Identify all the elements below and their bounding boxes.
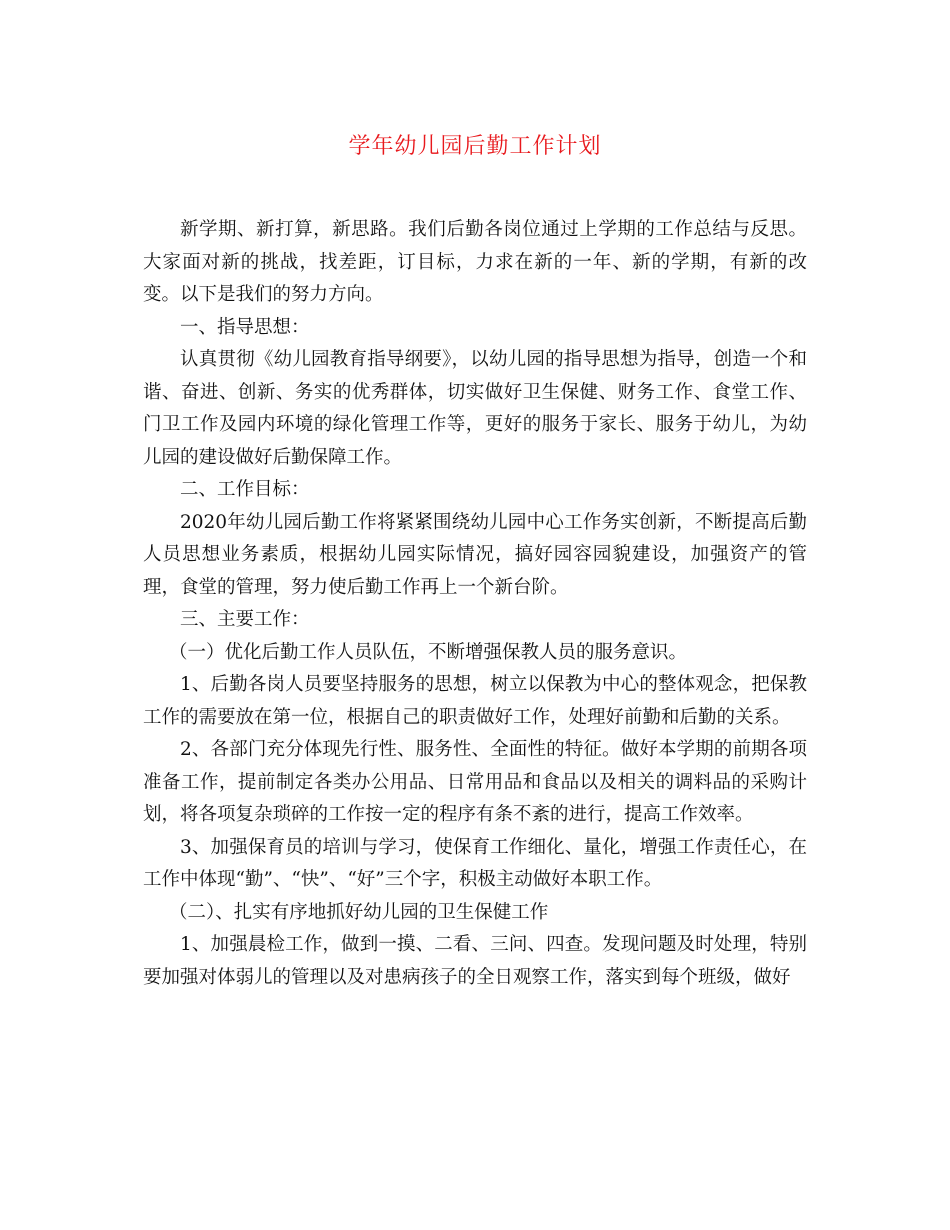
document-title: 学年幼儿园后勤工作计划 xyxy=(348,134,602,159)
list-item-1-1: 1、后勤各岗人员要坚持服务的思想，树立以保教为中心的整体观念，把保教工作的需要放在第一位，根据自己的职责做好工作，处理好前勤和后勤的关系。 xyxy=(143,674,807,728)
document-body xyxy=(143,214,807,994)
guiding-ideology-paragraph: 认真贯彻《幼儿园教育指导纲要》，以幼儿园的指导思想为指导，创造一个和谐、奋进、创新、务实的优秀群体，切实做好卫生保健、财务工作、食堂工作、门卫工作及园内环境的绿化管理工作等，更好的服务于家长、服务于幼儿，为幼儿园的建设做好后勤保障工作。 xyxy=(143,349,807,468)
section-heading-work-goals: 二、工作目标： xyxy=(180,479,310,500)
intro-paragraph: 新学期、新打算，新思路。我们后勤各岗位通过上学期的工作总结与反思。大家面对新的挑战，找差距，订目标，力求在新的一年、新的学期，有新的改变。以下是我们的努力方向。 xyxy=(143,219,807,305)
subsection-heading-1: （一）优化后勤工作人员队伍，不断增强保教人员的服务意识。 xyxy=(169,641,688,663)
work-goals-paragraph: 2020年幼儿园后勤工作将紧紧围绕幼儿园中心工作务实创新，不断提高后勤人员思想业务素质，根据幼儿园实际情况，搞好园容园貌建设，加强资产的管理，食堂的管理，努力使后勤工作再上一个新台阶。 xyxy=(143,511,807,598)
section-heading-guiding-ideology: 一、指导思想： xyxy=(180,316,310,338)
list-item-1-3: 3、加强保育员的培训与学习，使保育工作细化、量化，增强工作责任心，在工作中体现“勤”、“快”、“好”三个字，积极主动做好本职工作。 xyxy=(143,836,807,890)
list-item-2-1: 1、加强晨检工作，做到一摸、二看、三问、四查。发现问题及时处理，特别要加强对体弱儿的管理以及对患病孩子的全日观察工作，落实到每个班级，做好 xyxy=(143,934,807,988)
section-heading-main-work: 三、主要工作： xyxy=(180,609,310,630)
list-item-1-2: 2、各部门充分体现先行性、服务性、全面性的特征。做好本学期的前期各项准备工作，提前制定各类办公用品、日常用品和食品以及相关的调料品的采购计划，将各项复杂琐碎的工作按一定的程序有条不紊的进行，提高工作效率。 xyxy=(143,739,807,825)
subsection-heading-2: （二）、扎实有序地抓好幼儿园的卫生保健工作 xyxy=(169,901,549,923)
